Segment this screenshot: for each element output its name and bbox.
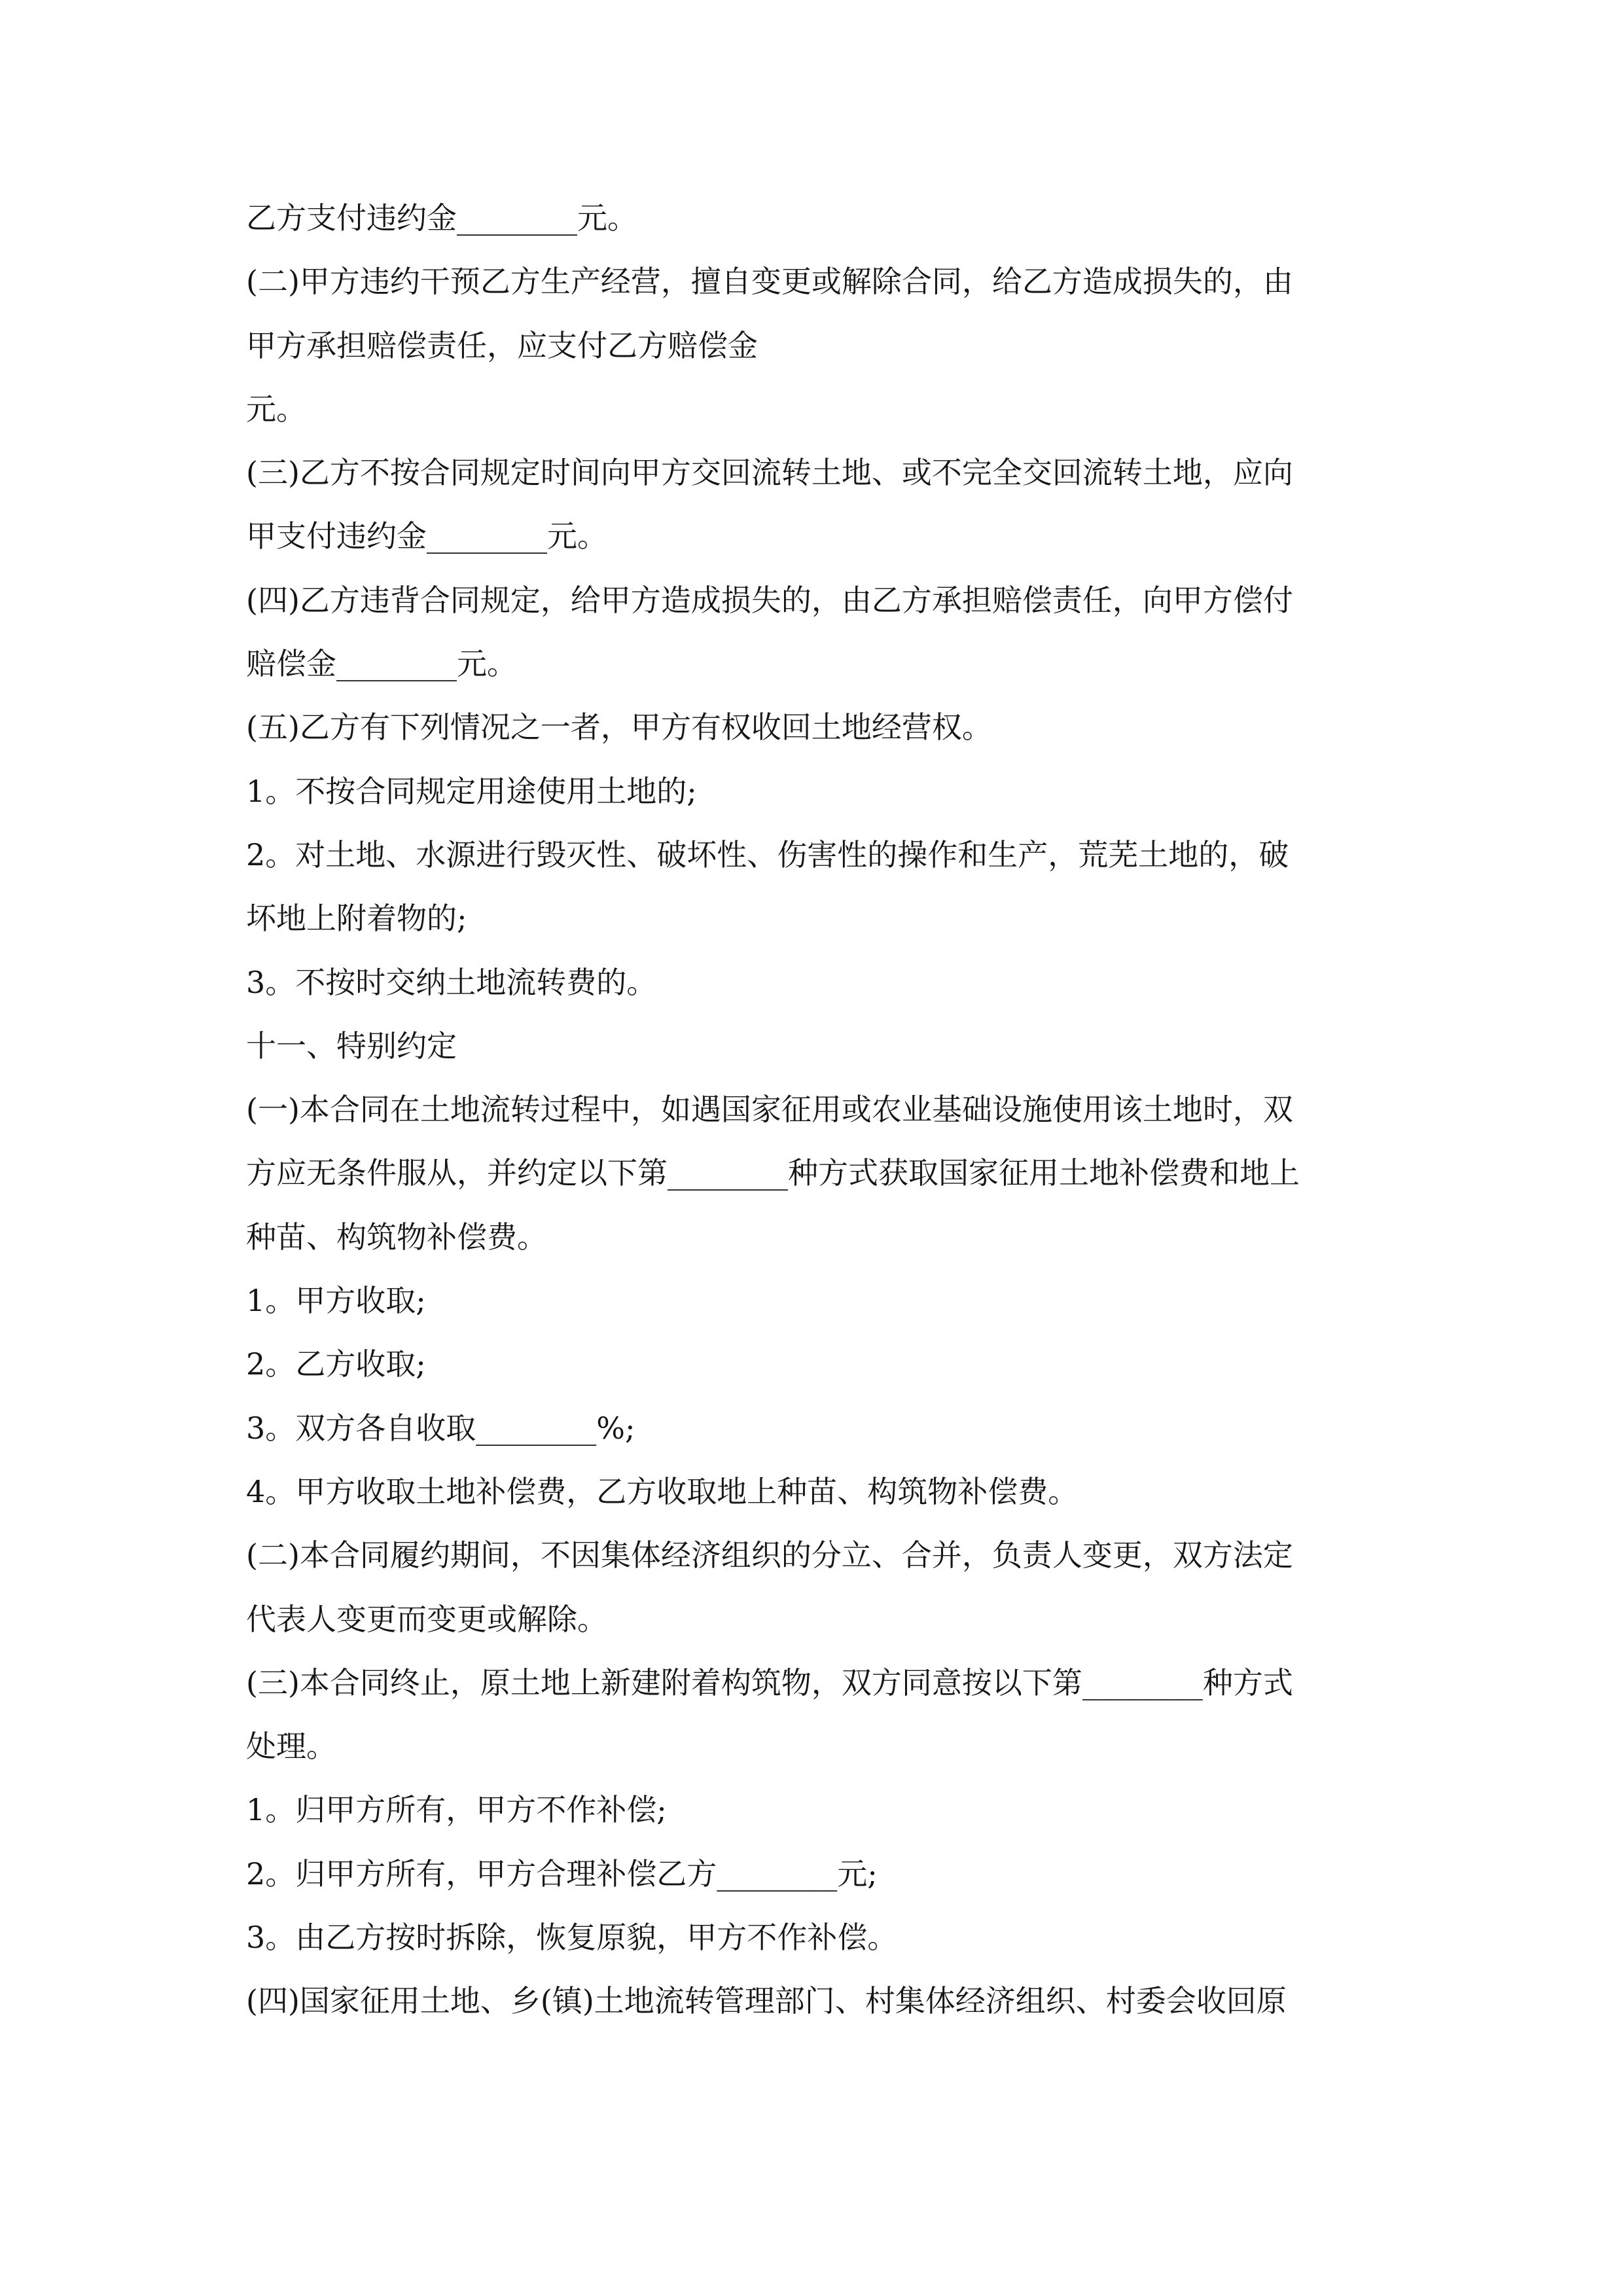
list-item: 3。不按时交纳土地流转费的。 [246, 964, 657, 1000]
text-line: 方应无条件服从，并约定以下第________种方式获取国家征用土地补偿费和地上 [246, 1155, 1300, 1191]
text-line: 赔偿金________元。 [246, 646, 517, 682]
text-line: (三)乙方不按合同规定时间向甲方交回流转土地、或不完全交回流转土地，应向 [246, 455, 1293, 491]
text-line: 处理。 [246, 1729, 336, 1765]
text-line: 元。 [246, 391, 306, 427]
list-item: 3。双方各自收取________%; [246, 1410, 635, 1446]
text-line: (四)国家征用土地、乡(镇)土地流转管理部门、村集体经济组织、村委会收回原 [246, 1983, 1287, 2019]
list-item: 3。由乙方按时拆除，恢复原貌，甲方不作补偿。 [246, 1920, 898, 1956]
text-line: (四)乙方违背合同规定，给甲方造成损失的，由乙方承担赔偿责任，向甲方偿付 [246, 582, 1293, 618]
text-line: 代表人变更而变更或解除。 [246, 1601, 607, 1637]
text-line: (二)本合同履约期间，不因集体经济组织的分立、合并，负责人变更，双方法定 [246, 1537, 1293, 1573]
list-item: 1。甲方收取; [246, 1283, 426, 1319]
list-item: 1。归甲方所有，甲方不作补偿; [246, 1792, 667, 1828]
text-line: 乙方支付违约金________元。 [246, 200, 637, 236]
list-item: 4。甲方收取土地补偿费，乙方收取地上种苗、构筑物补偿费。 [246, 1473, 1079, 1509]
text-line: 甲方承担赔偿责任，应支付乙方赔偿金 [246, 327, 758, 363]
text-line: (一)本合同在土地流转过程中，如遇国家征用或农业基础设施使用该土地时，双 [246, 1092, 1293, 1128]
text-line: (二)甲方违约干预乙方生产经营，擅自变更或解除合同，给乙方造成损失的，由 [246, 264, 1293, 300]
list-item: 1。不按合同规定用途使用土地的; [246, 773, 697, 809]
text-line: 种苗、构筑物补偿费。 [246, 1219, 547, 1255]
list-item: 2。归甲方所有，甲方合理补偿乙方________元; [246, 1856, 878, 1892]
section-heading: 十一、特别约定 [246, 1028, 457, 1064]
text-line: (五)乙方有下列情况之一者，甲方有权收回土地经营权。 [246, 709, 992, 745]
list-item: 2。乙方收取; [246, 1346, 426, 1382]
text-line: 甲支付违约金________元。 [246, 518, 607, 554]
document-body [246, 187, 1385, 2034]
text-line: 坏地上附着物的; [246, 901, 467, 937]
text-line: (三)本合同终止，原土地上新建附着构筑物，双方同意按以下第________种方式 [246, 1664, 1293, 1700]
list-item: 2。对土地、水源进行毁灭性、破坏性、伤害性的操作和生产，荒芜土地的，破 [246, 836, 1289, 872]
